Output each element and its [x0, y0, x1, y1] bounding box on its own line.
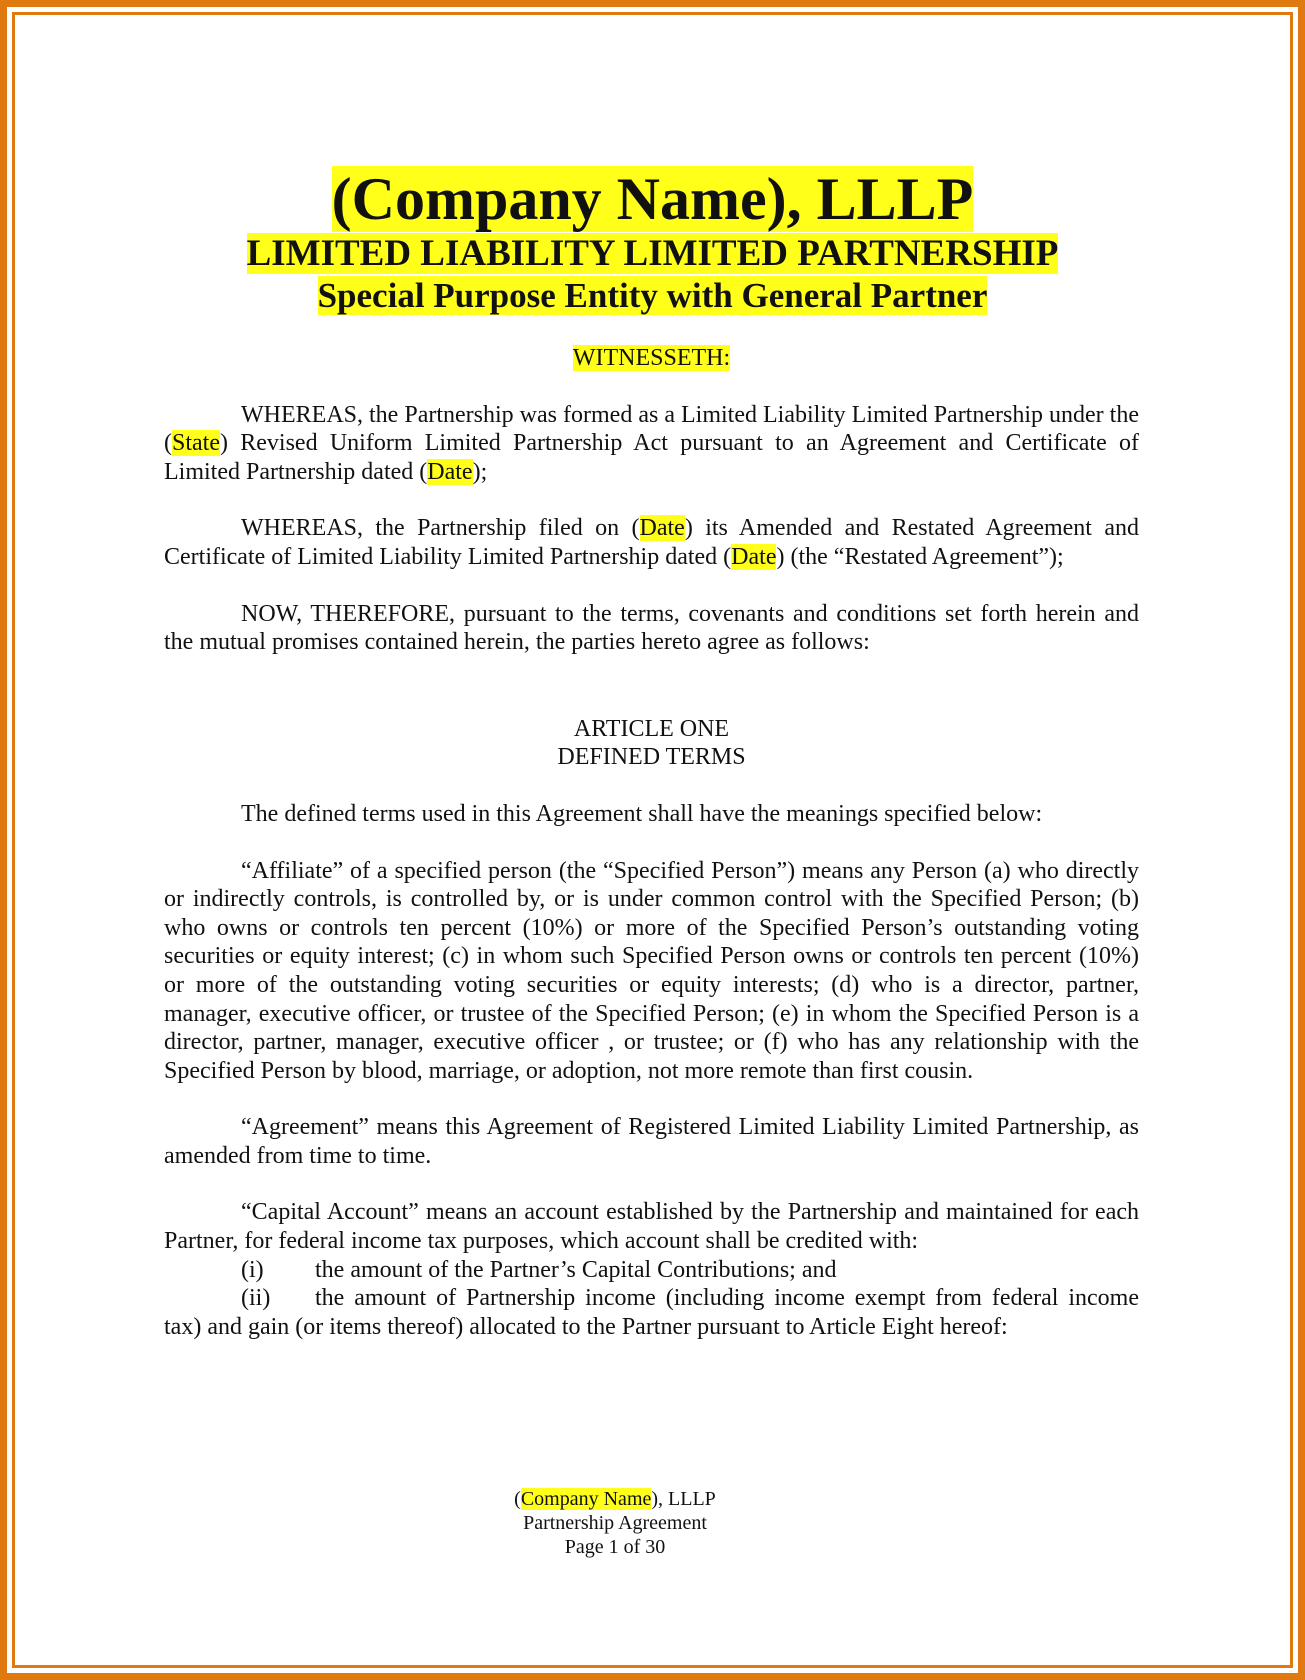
- list-item-number: (ii): [241, 1285, 271, 1312]
- date-placeholder: Date: [427, 458, 473, 485]
- defined-terms-intro: The defined terms used in this Agreement shall have the meanings specified below:: [241, 800, 1043, 827]
- list-item: [164, 1256, 1139, 1285]
- page-footer: [0, 1487, 1230, 1559]
- footer-page-number: Page 1 of 30: [564, 1536, 666, 1558]
- document-body: [164, 344, 1139, 1341]
- title-block: [0, 165, 1305, 317]
- document-subtitle: LIMITED LIABILITY LIMITED PARTNERSHIP: [246, 233, 1059, 274]
- article-title: DEFINED TERMS: [557, 744, 746, 771]
- article-number: ARTICLE ONE: [573, 715, 730, 742]
- footer-doc-title: Partnership Agreement: [523, 1512, 707, 1534]
- list-item: [164, 1284, 1139, 1341]
- recital-paragraph-2: WHEREAS, the Partnership filed on (Date) its Amended and Restated Agreement and Certificate of Limited Liability Limited Partnership dated (Date) (the “Restated Agreement”);: [164, 515, 1139, 570]
- affiliate-definition: “Affiliate” of a specified person (the “Specified Person”) means any Person (a) who directly or indirectly controls, is controlled by, or is under common control with the Specified Person; (b) who owns or controls ten percent (10%) or more of the Specified Person’s outstanding voting securities or equity interest; (c) in whom such Specified Person owns or controls ten percent (10%) or more of the outstanding voting securities or equity interests; (d) who is a director, partner, manager, executive officer, or trustee of the Specified Person; (e) in whom the Specified Person is a director, partner, manager, executive officer , or trustee; or (f) who has any relationship with the Specified Person by blood, marriage, or adoption, not more remote than first cousin.: [164, 857, 1139, 1084]
- agreement-definition: “Agreement” means this Agreement of Registered Limited Liability Limited Partnership, as amended from time to time.: [164, 1114, 1139, 1169]
- capital-account-definition: “Capital Account” means an account established by the Partnership and maintained for each Partner, for federal income tax purposes, which account shall be credited with:: [164, 1199, 1139, 1255]
- article-heading: [164, 715, 1139, 772]
- recital-paragraph-1: WHEREAS, the Partnership was formed as a Limited Liability Limited Partnership under the (State) Revised Uniform Limited Partnership Act pursuant to an Agreement and Certificate of Limited Partnership dated (Date);: [164, 401, 1139, 485]
- date-placeholder: Date: [639, 515, 685, 542]
- footer-company: (Company Name), LLLP: [514, 1488, 716, 1510]
- state-placeholder: State: [172, 430, 220, 457]
- witnesseth-heading: WITNESSETH:: [572, 345, 731, 371]
- list-item-number: (i): [241, 1256, 264, 1283]
- date-placeholder: Date: [731, 543, 777, 570]
- document-subtitle-2: Special Purpose Entity with General Partner: [317, 276, 988, 315]
- now-therefore-paragraph: NOW, THEREFORE, pursuant to the terms, covenants and conditions set forth herein and the mutual promises contained herein, the parties hereto agree as follows:: [164, 600, 1139, 656]
- list-item-text: the amount of Partnership income (including income exempt from federal income tax) and gain (or items thereof) allocated to the Partner pursuant to Article Eight hereof:: [164, 1285, 1139, 1340]
- document-title: (Company Name), LLLP: [331, 166, 974, 232]
- list-item-text: the amount of the Partner’s Capital Contributions; and: [315, 1256, 837, 1283]
